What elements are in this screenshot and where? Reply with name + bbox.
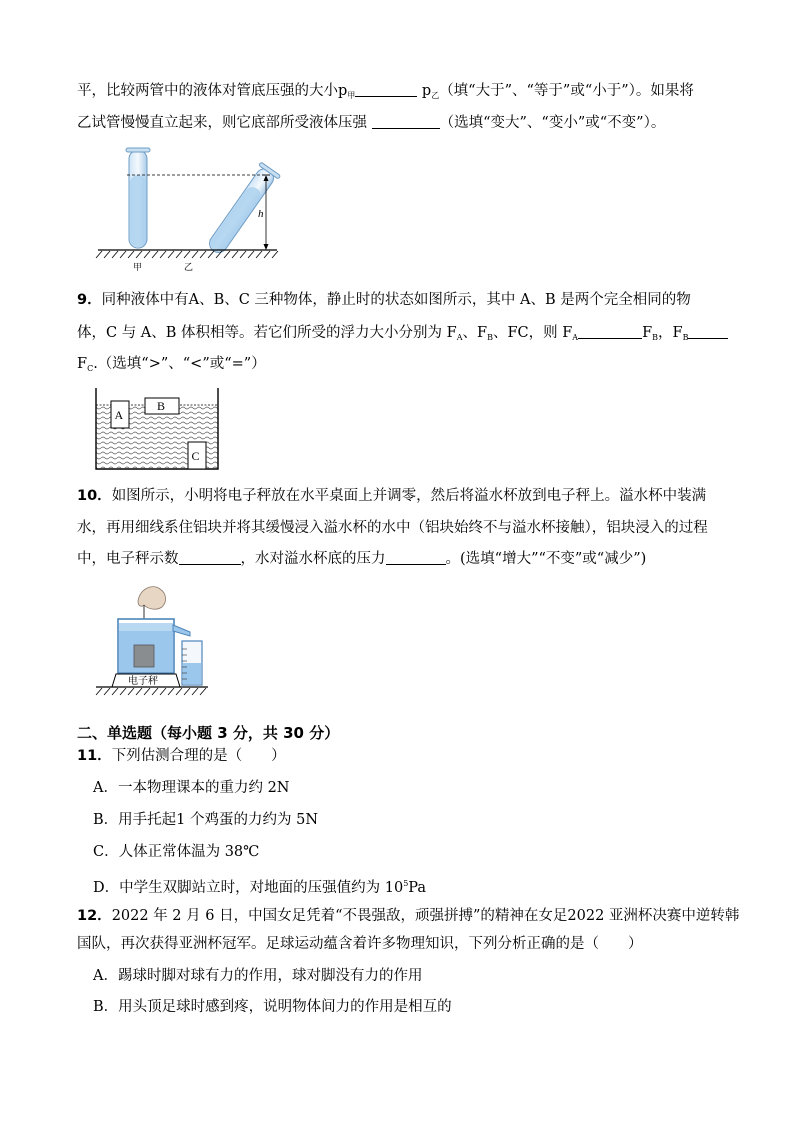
q9-text: 、FC，则 F <box>492 325 573 341</box>
answer-blank[interactable] <box>386 550 446 565</box>
q9-line-3 <box>77 354 266 379</box>
q10-line-2 <box>77 518 708 538</box>
q8-text: p <box>421 83 432 99</box>
hand-icon <box>138 587 166 610</box>
label-b: B <box>157 399 166 413</box>
answer-blank[interactable] <box>372 114 440 129</box>
q11-text: 下列估测合理的是（ ） <box>111 748 286 764</box>
subscript: 乙 <box>431 91 440 100</box>
q10-text: 中，电子秤示数 <box>77 551 179 567</box>
section-heading: 二、单选题（每小题 3 分，共 30 分） <box>77 724 340 742</box>
q10-text: ，水对溢水杯底的压力 <box>240 551 386 567</box>
subscript: C <box>87 364 94 373</box>
q8-text: 乙试管慢慢直立起来，则它底部所受液体压强 <box>77 115 367 131</box>
q10-line-1 <box>77 486 706 506</box>
question-number: 9． <box>77 292 102 308</box>
q9-text: ，F <box>658 325 683 341</box>
q9-text: .（选填“>”、“<”或“=”） <box>93 356 266 372</box>
label-jia: 甲 <box>133 263 143 273</box>
aluminum-block <box>134 645 154 667</box>
answer-blank[interactable] <box>688 324 728 339</box>
q10-line-3 <box>77 549 646 569</box>
q11-option-b[interactable]: B．用手托起1 个鸡蛋的力约为 5N <box>93 812 319 828</box>
test-tubes-figure <box>94 145 284 275</box>
q9-text: 同种液体中有A、B、C 三种物体，静止时的状态如图所示，其中 A、B 是两个完全相同的物 <box>101 292 691 308</box>
subscript: B <box>652 333 659 342</box>
q8-line-2 <box>77 113 665 133</box>
subscript: A <box>456 333 463 342</box>
subscript: B <box>487 333 493 342</box>
q8-line-1 <box>77 81 694 106</box>
label-c: C <box>191 449 200 463</box>
q10-text: 水，再用细线系住铝块并将其缓慢浸入溢水杯的水中（铝块始终不与溢水杯接触），铝块浸入的过程 <box>77 520 708 536</box>
subscript: A <box>572 333 579 342</box>
subscript: B <box>682 333 689 342</box>
q10-text: 。(选填“增大”“不变”或“减少”) <box>445 551 647 567</box>
q12-line-2 <box>77 934 643 954</box>
q9-text: F <box>642 325 653 341</box>
q11-option-a[interactable]: A．一本物理课本的重力约 2N <box>93 780 290 796</box>
q8-text: （填“大于”、“等于”或“小于”）。如果将 <box>439 83 694 99</box>
answer-blank[interactable] <box>179 550 241 565</box>
q11-option-c[interactable]: C．人体正常体温为 38℃ <box>93 844 260 860</box>
h-label: h <box>258 208 264 220</box>
q12-option-b[interactable]: B．用头顶足球时感到疼，说明物体间力的作用是相互的 <box>93 999 452 1015</box>
label-yi: 乙 <box>184 263 194 273</box>
answer-blank[interactable] <box>355 82 417 97</box>
question-number: 12． <box>77 908 112 924</box>
overflow-cup-figure <box>94 583 224 698</box>
q12-line-1 <box>77 906 739 926</box>
option-text: D．中学生双脚站立时，对地面的压强值约为 10 <box>93 880 404 896</box>
label-a: A <box>114 408 124 422</box>
scale-label: 电子秤 <box>128 676 158 687</box>
question-number: 11． <box>77 748 112 764</box>
q11-stem <box>77 746 286 766</box>
q9-text: F <box>77 356 88 372</box>
q8-text: 平，比较两管中的液体对管底压强的大小p <box>77 83 348 99</box>
buoyancy-container-figure <box>93 385 223 475</box>
q9-text: 、F <box>462 325 488 341</box>
q8-text: （选填“变大”、“变小”或“不变”）。 <box>439 115 666 131</box>
tube-jia <box>126 148 150 248</box>
q12-text: 2022 年 2 月 6 日，中国女足凭着“不畏强敌，顽强拼搏”的精神在女足2022 亚洲杯决赛中逆转韩 <box>111 908 740 924</box>
q11-option-d[interactable] <box>93 874 426 898</box>
question-number: 10． <box>77 488 112 504</box>
q9-line-2 <box>77 323 728 348</box>
q12-text: 国队，再次获得亚洲杯冠军。足球运动蕴含着许多物理知识，下列分析正确的是（ ） <box>77 936 643 952</box>
answer-blank[interactable] <box>578 324 642 339</box>
q9-line-1 <box>77 290 691 310</box>
tube-yi <box>204 162 281 258</box>
q9-text: 体，C 与 A、B 体积相等。若它们所受的浮力大小分别为 F <box>77 325 457 341</box>
superscript: 5 <box>403 879 409 888</box>
option-text: Pa <box>408 880 427 896</box>
q10-text: 如图所示，小明将电子秤放在水平桌面上并调零，然后将溢水杯放到电子秤上。溢水杯中装满 <box>111 488 707 504</box>
subscript: 甲 <box>347 91 356 100</box>
spout <box>173 625 190 636</box>
q12-option-a[interactable]: A．踢球时脚对球有力的作用，球对脚没有力的作用 <box>93 968 423 984</box>
